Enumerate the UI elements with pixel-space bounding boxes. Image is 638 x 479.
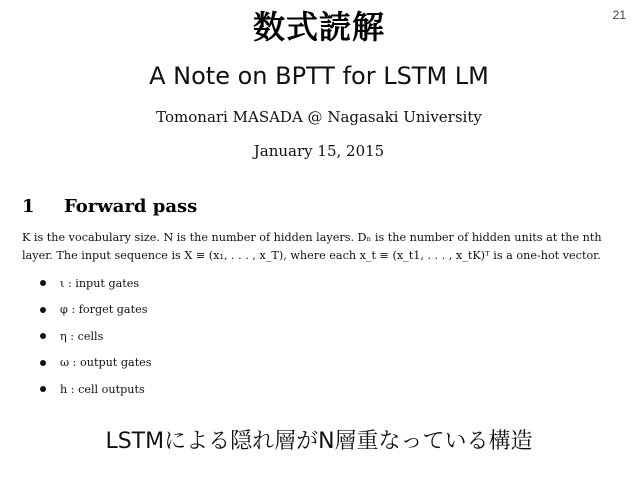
bullet-icon	[40, 280, 46, 286]
section-number: 1	[22, 196, 35, 217]
paper-author: Tomonari MASADA @ Nagasaki University	[156, 108, 482, 126]
list-item	[40, 323, 152, 350]
bullet-list	[40, 270, 152, 403]
list-item	[40, 297, 152, 324]
bullet-text: η : cells	[60, 329, 104, 343]
list-item	[40, 376, 152, 403]
bullet-icon	[40, 333, 46, 339]
bullet-text: ι : input gates	[60, 276, 140, 290]
page-number: 21	[612, 8, 626, 22]
bullet-text: h : cell outputs	[60, 382, 145, 396]
paragraph-line: layer. The input sequence is X ≡ (x₁, . . . , x_T), where each x_t ≡ (x_t1, . . . , x_tK)ᵀ is a one-hot vector.	[22, 249, 601, 262]
list-item	[40, 270, 152, 297]
list-item	[40, 350, 152, 377]
paper-date: January 15, 2015	[253, 142, 385, 160]
bullet-icon	[40, 386, 46, 392]
bullet-icon	[40, 360, 46, 366]
bullet-text: φ : forget gates	[60, 303, 148, 317]
section-title: Forward pass	[64, 196, 198, 217]
bullet-text: ω : output gates	[60, 356, 152, 370]
slide-caption: LSTMによる隠れ層がN層重なっている構造	[105, 429, 533, 454]
paragraph-line: K is the vocabulary size. N is the number of hidden layers. Dₙ is the number of hidden units at the nth	[22, 231, 602, 244]
slide-title: 数式読解	[252, 8, 385, 46]
section-heading	[22, 196, 197, 217]
paper-title: A Note on BPTT for LSTM LM	[149, 62, 489, 90]
bullet-icon	[40, 307, 46, 313]
